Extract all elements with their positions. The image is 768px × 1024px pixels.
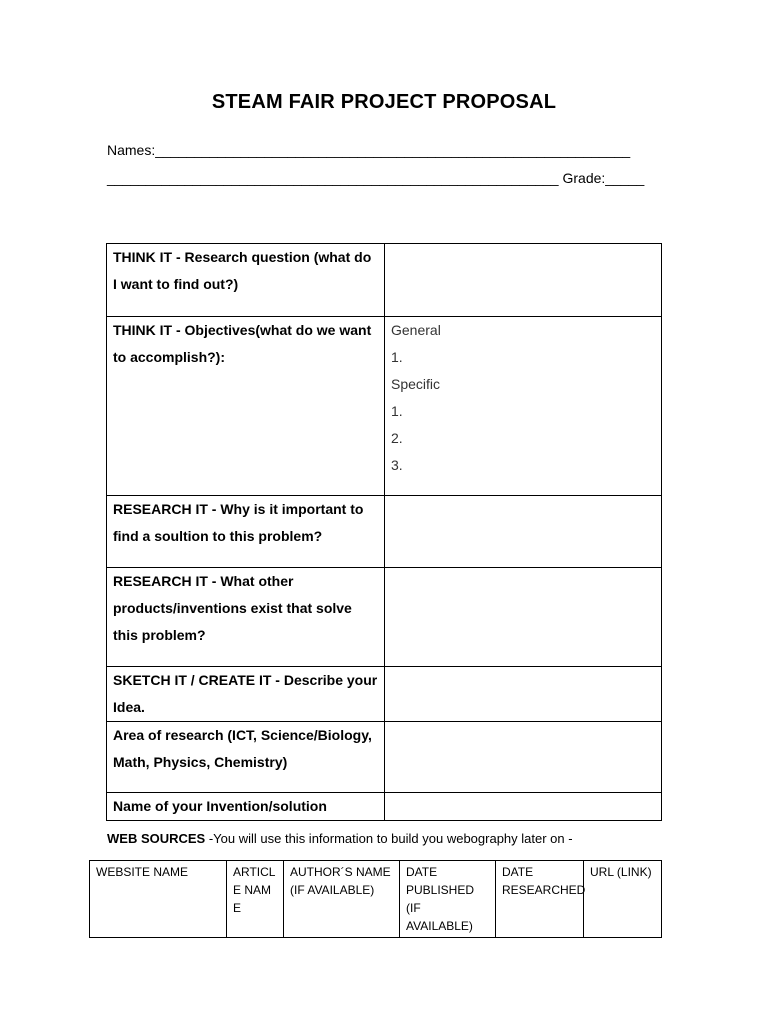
table-header-row	[90, 861, 662, 938]
names-field[interactable]: Names:_____________________________________________________________	[107, 142, 631, 158]
table-row	[107, 568, 662, 667]
page-title: STEAM FAIR PROJECT PROPOSAL	[211, 91, 557, 113]
proposal-table	[106, 243, 662, 821]
invention-name-answer[interactable]	[385, 793, 662, 821]
importance-label: RESEARCH IT - Why is it important to find a soultion to this problem?	[107, 496, 385, 568]
existing-products-answer[interactable]	[385, 568, 662, 667]
table-row	[107, 244, 662, 317]
table-row	[107, 317, 662, 496]
column-header-article-name: ARTICLE NAME	[227, 861, 284, 938]
web-sources-note: -You will use this information to build you webography later on -	[205, 831, 573, 846]
specific-item-3: 3.	[391, 457, 403, 473]
column-header-website-name: WEBSITE NAME	[90, 861, 227, 938]
existing-products-label: RESEARCH IT - What other products/inventions exist that solve this problem?	[107, 568, 385, 667]
table-row	[107, 722, 662, 793]
column-header-date-published: DATE PUBLISHED (IF AVAILABLE)	[400, 861, 496, 938]
web-sources-heading: WEB SOURCES	[107, 831, 206, 846]
column-header-author-name: AUTHOR´S NAME (IF AVAILABLE)	[284, 861, 400, 938]
table-row	[107, 793, 662, 821]
column-header-url: URL (LINK)	[584, 861, 662, 938]
sketch-idea-label: SKETCH IT / CREATE IT - Describe your Idea.	[107, 667, 385, 722]
general-heading: General	[391, 322, 441, 338]
sketch-idea-answer[interactable]	[385, 667, 662, 722]
grade-field[interactable]	[107, 170, 644, 186]
web-sources-table	[89, 860, 662, 938]
specific-item-1: 1.	[391, 403, 403, 419]
specific-heading: Specific	[391, 376, 441, 392]
research-question-answer[interactable]	[385, 244, 662, 317]
objectives-answer[interactable]	[385, 317, 662, 496]
general-item-1: 1.	[391, 349, 403, 365]
importance-answer[interactable]	[385, 496, 662, 568]
column-header-date-researched: DATE RESEARCHED	[496, 861, 584, 938]
objectives-label: THINK IT - Objectives(what do we want to accomplish?):	[107, 317, 385, 496]
invention-name-label: Name of your Invention/solution	[107, 793, 385, 821]
grade-label: Grade:_____	[558, 170, 645, 186]
names-continuation-line: __________________________________________________________	[107, 170, 559, 186]
table-row	[107, 496, 662, 568]
research-question-label: THINK IT - Research question (what do I want to find out?)	[107, 244, 385, 317]
specific-item-2: 2.	[391, 430, 403, 446]
table-row	[107, 667, 662, 722]
web-sources-label	[107, 831, 573, 846]
area-of-research-answer[interactable]	[385, 722, 662, 793]
area-of-research-label: Area of research (ICT, Science/Biology, Math, Physics, Chemistry)	[107, 722, 385, 793]
